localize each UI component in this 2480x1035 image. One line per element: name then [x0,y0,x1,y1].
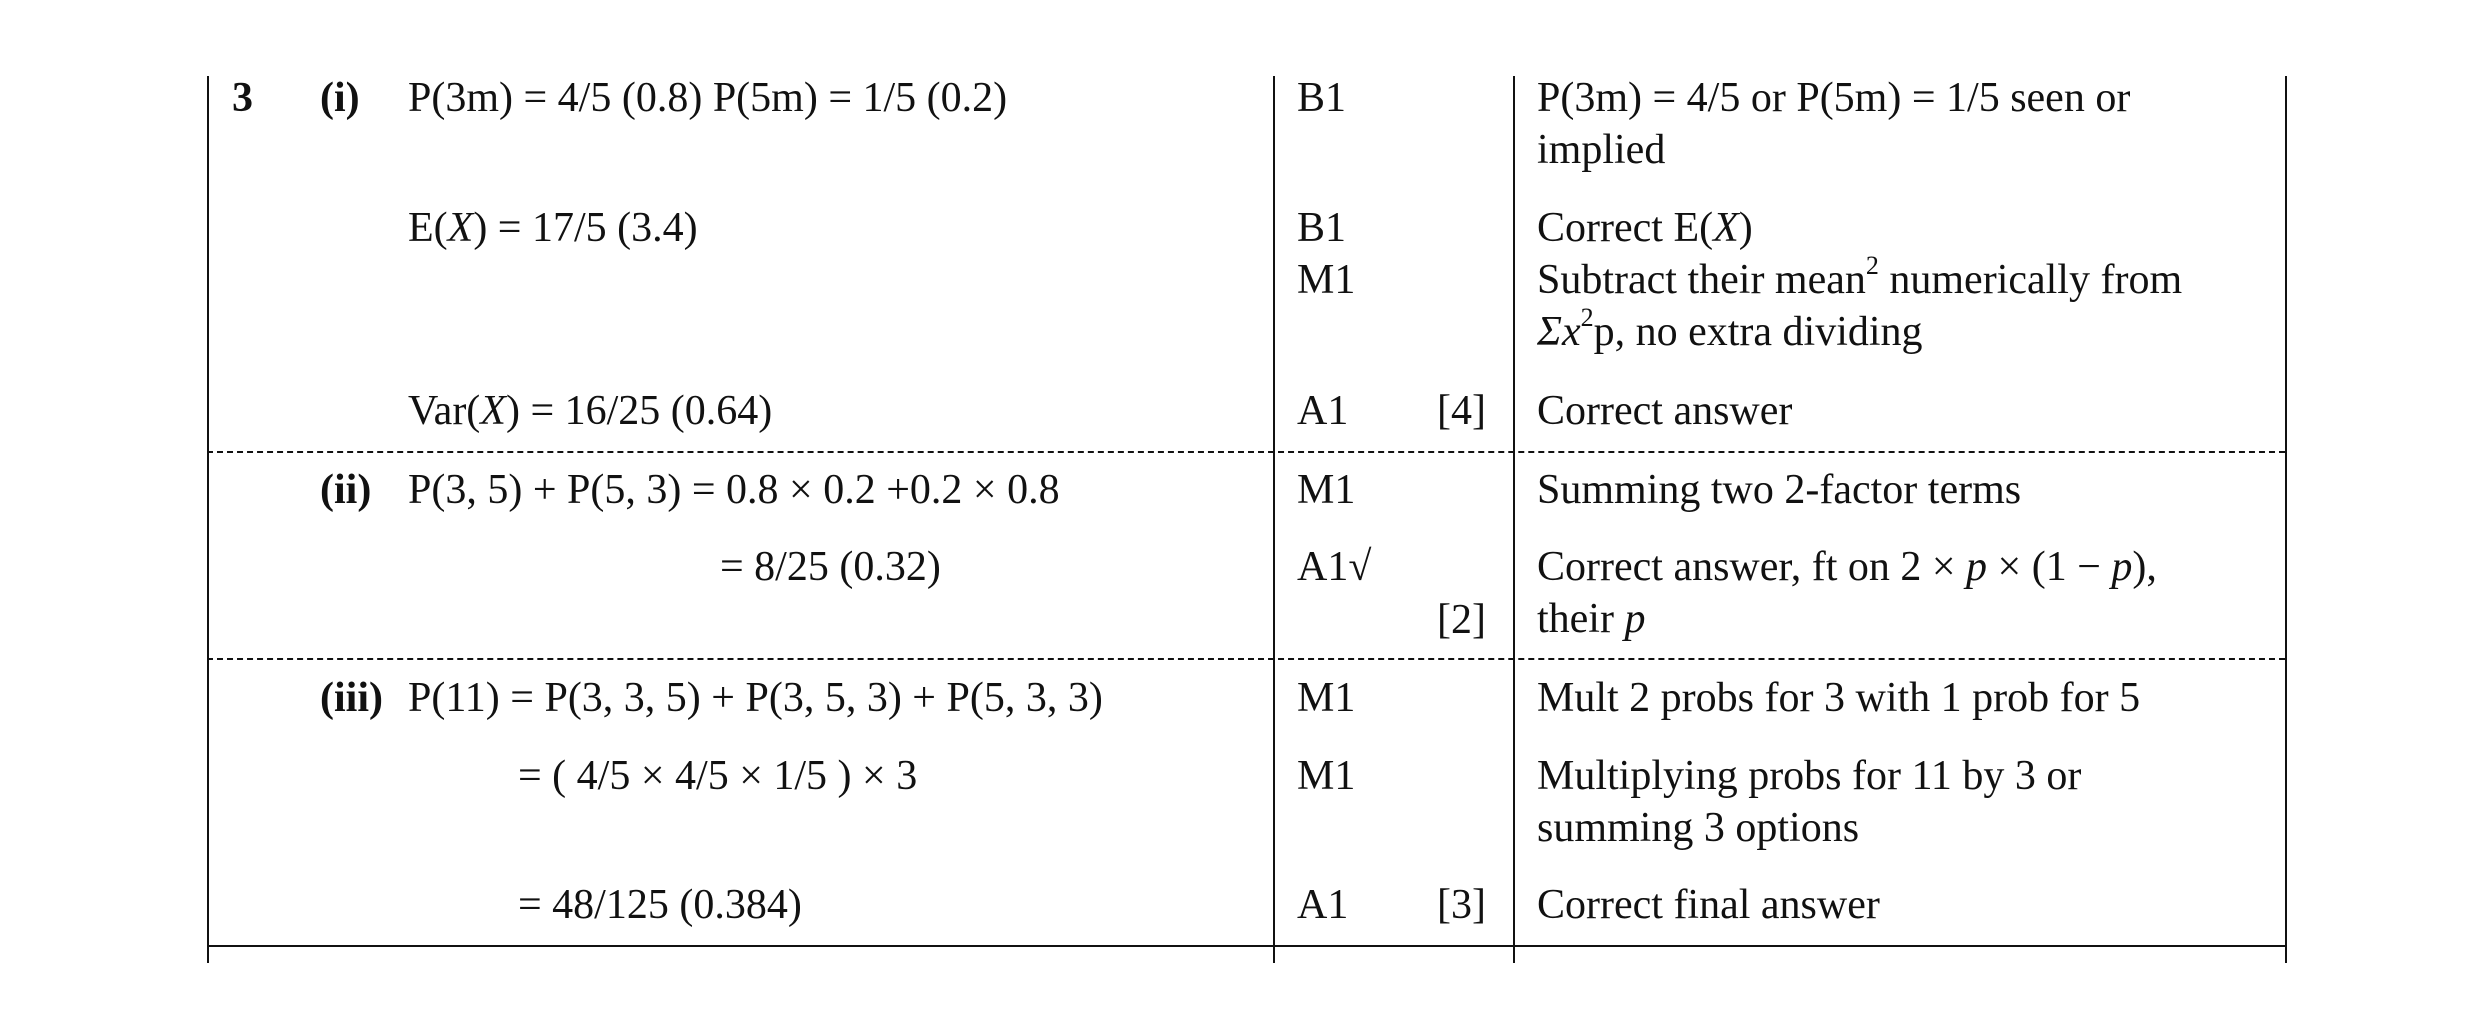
column-divider-guidance [1513,76,1515,963]
working-line: = 8/25 (0.32) [720,544,941,590]
guidance-note: Mult 2 probs for 3 with 1 prob for 5 [1537,675,2141,721]
question-number: 3 [232,75,253,121]
mark-code: B1 [1297,205,1347,251]
mark-code: M1 [1297,675,1356,721]
guidance-note: Multiplying probs for 11 by 3 or summing 3 options [1537,753,2082,851]
mark-code: B1 [1297,75,1347,121]
guidance-note: Subtract their mean$^2$ numerically from $\Sigma x^2p$, no extra dividing [1537,251,2183,355]
mark-code: M1 [1297,257,1356,303]
guidance-note: Correct E(X) [1537,205,1753,251]
mark-total: [3] [1437,882,1486,928]
part-label: (ii) [320,467,372,513]
mark-code: M1 [1297,467,1356,513]
mark-code: A1 [1297,388,1349,434]
working-line: P(11) = P(3, 3, 5) + P(3, 5, 3) + P(5, 3, 3) [408,675,1103,721]
mark-code: A1 [1297,882,1349,928]
working-line: P(3, 5) + P(5, 3) = 0.8 × 0.2 +0.2 × 0.8 [408,467,1060,513]
guidance-note: Correct answer, ft on 2 × p × (1 − p), their p [1537,544,2157,642]
part-divider [207,658,2285,660]
mark-code: A1√ [1297,544,1372,590]
guidance-note: Correct answer [1537,388,1793,434]
working-line: = 48/125 (0.384) [518,882,802,928]
table-border-left [207,76,209,963]
column-divider-marks [1273,76,1275,963]
working-line: P(3m) = 4/5 (0.8) P(5m) = 1/5 (0.2) [408,75,1008,121]
working-line: E(X) = 17/5 (3.4) [408,205,698,251]
part-label: (i) [320,75,360,121]
working-line: Var(X) = 16/25 (0.64) [408,388,773,434]
guidance-note: P(3m) = 4/5 or P(5m) = 1/5 seen or implied [1537,75,2131,173]
guidance-note: Correct final answer [1537,882,1880,928]
table-border-right [2285,76,2287,963]
mark-total: [4] [1437,388,1486,434]
part-label: (iii) [320,675,383,721]
mark-total: [2] [1437,597,1486,643]
mark-code: M1 [1297,753,1356,799]
part-divider [207,451,2285,453]
working-line: = ( 4/5 × 4/5 × 1/5 ) × 3 [518,753,918,799]
guidance-note: Summing two 2-factor terms [1537,467,2022,513]
table-bottom-border [207,945,2285,947]
